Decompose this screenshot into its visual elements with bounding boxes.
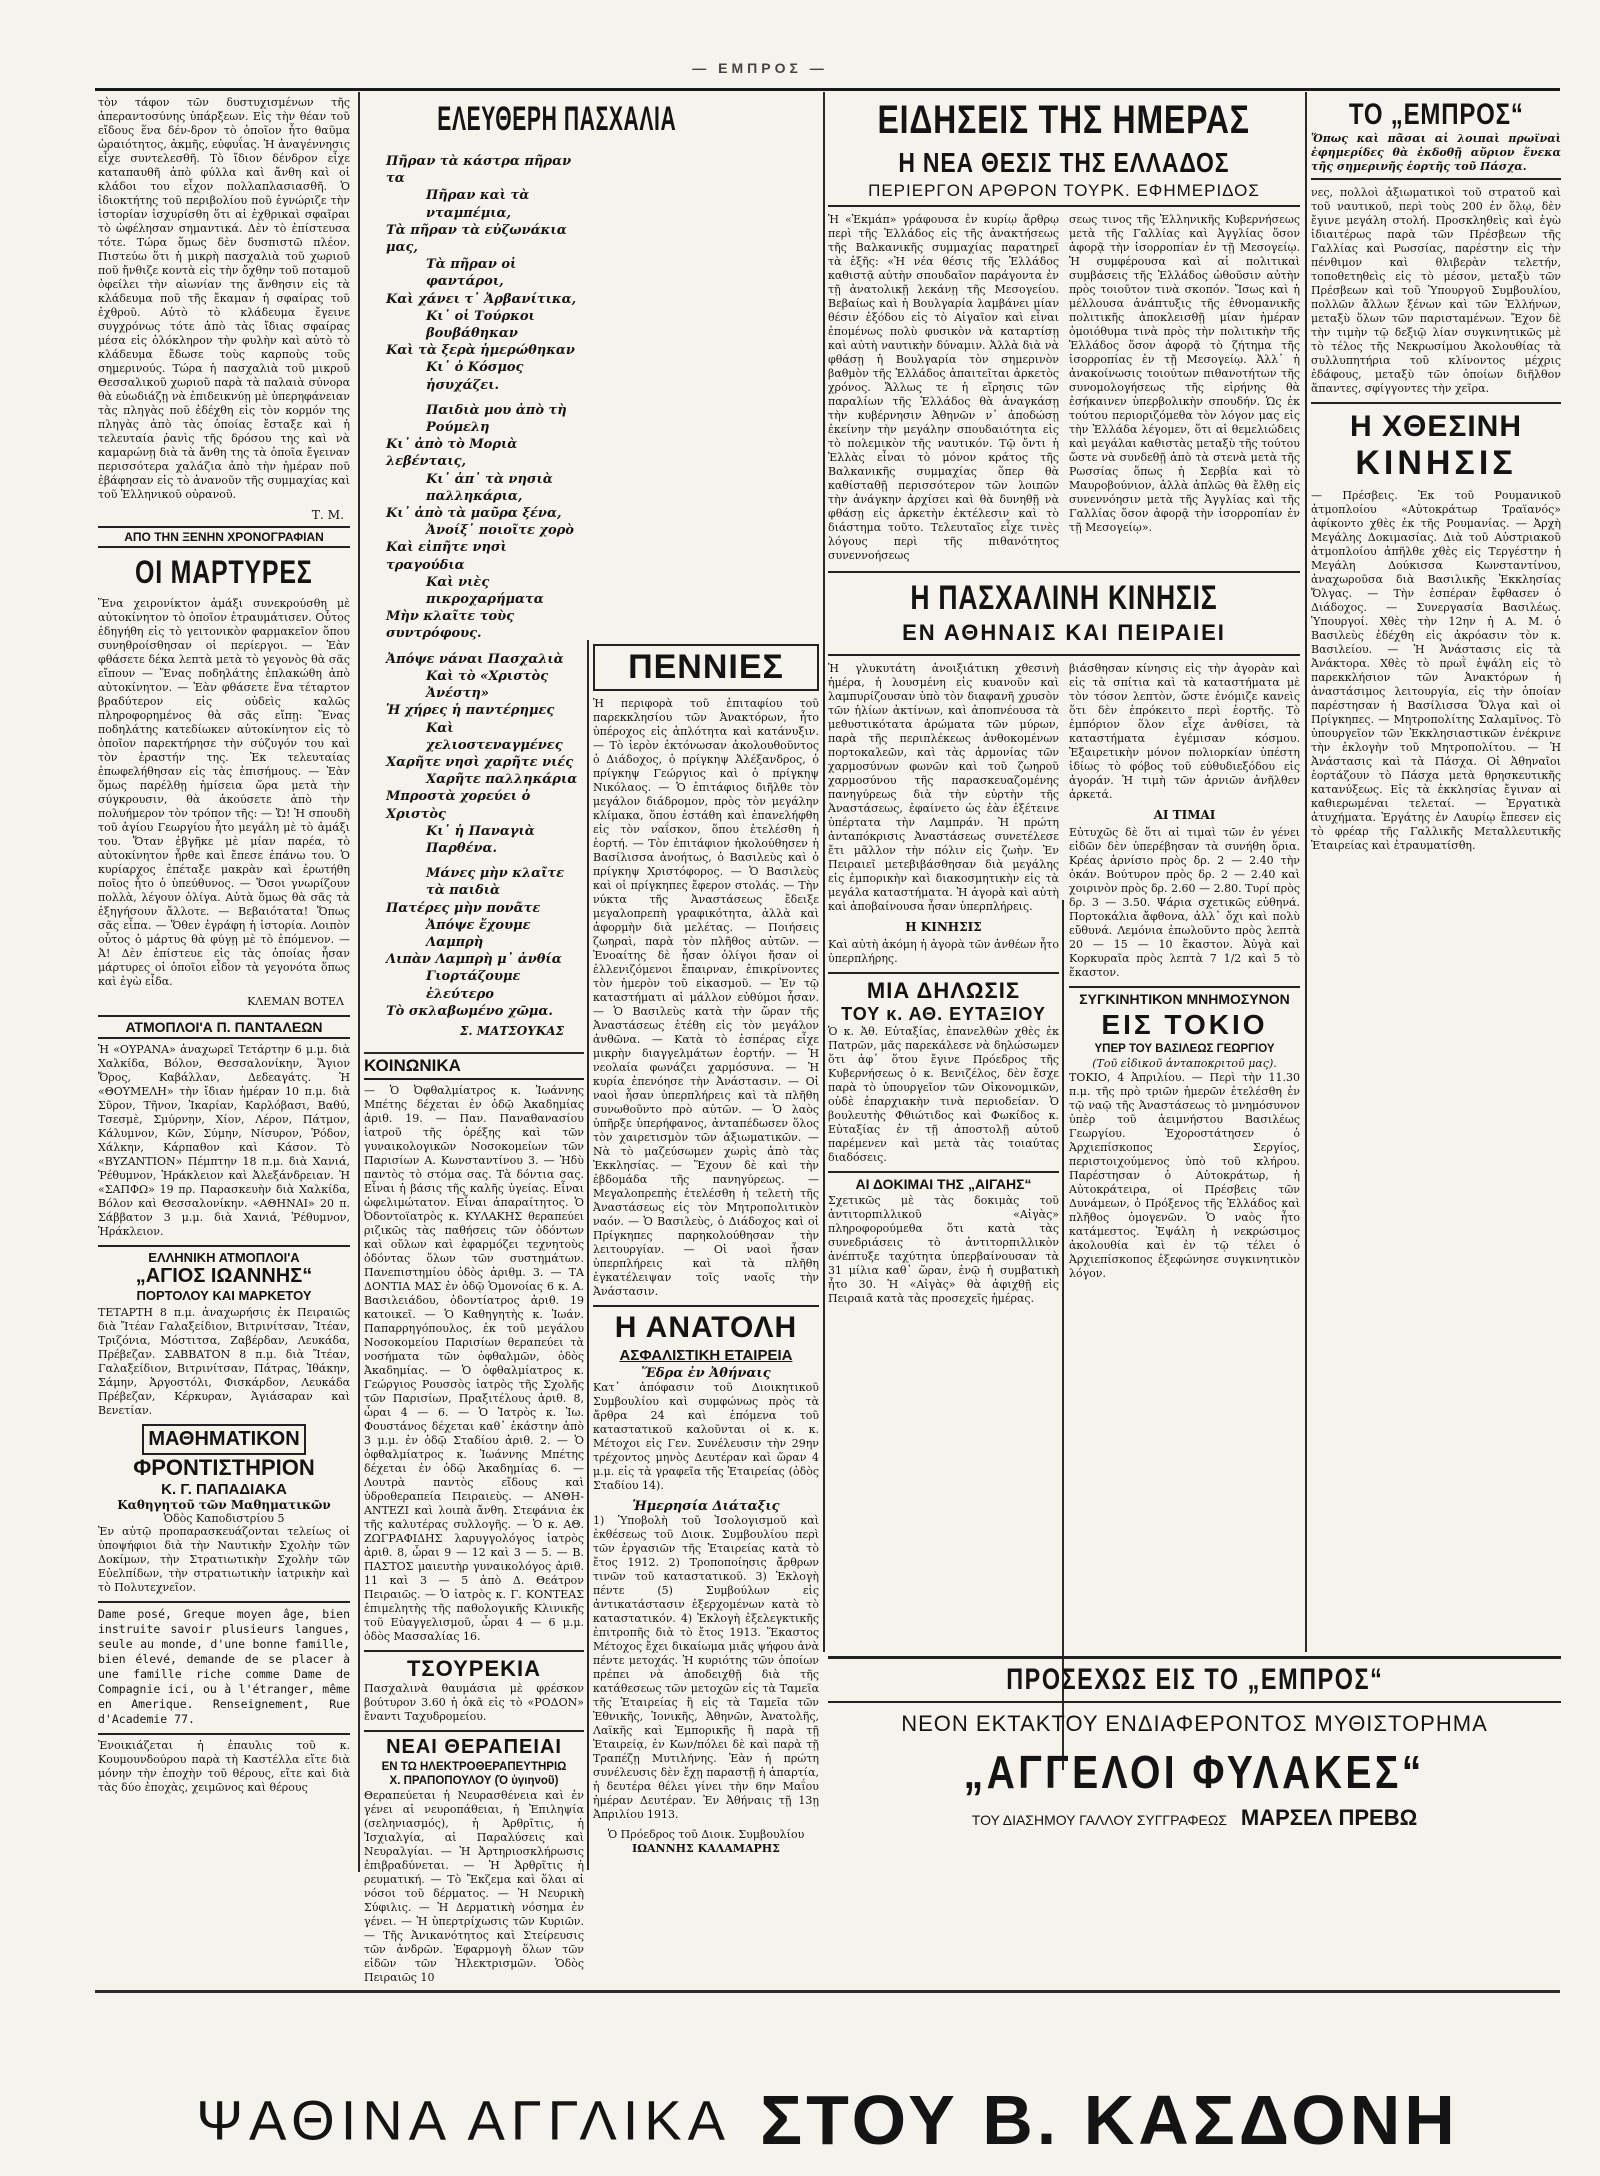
column-1 <box>98 96 350 1876</box>
poem-line <box>386 857 584 865</box>
poem-line: Πατέρες μὴν πονᾶτε <box>386 900 541 916</box>
mnimosyno-note: (Τοῦ εἰδικοῦ ἀνταποκριτοῦ μας). <box>1092 1057 1277 1070</box>
empros-banner: ΤΟ „ΕΜΠΡΟΣ“ <box>1348 98 1524 131</box>
column-4 <box>828 94 1300 1654</box>
poem-title: ΕΛΕΥΘΕΡΗ ΠΑΣΧΑΛΙΑ <box>437 100 677 138</box>
penies-title: ΠΕΝΝΙΕΣ <box>593 644 819 691</box>
column-2 <box>364 94 677 1984</box>
poem-line: Καὶ νιὲς πικροχαρήματα <box>426 574 544 608</box>
kinisis-body: Καὶ αὐτὴ ἀκόμη ἡ ἀγορὰ τῶν ἀνθέων ἦτο ὑπερπλήρης. <box>828 938 1059 965</box>
bottom-rule <box>95 1990 1560 1993</box>
dilosis-title: ΜΙΑ ΔΗΛΩΣΙΣ <box>828 972 1059 1004</box>
footer-ad-part1: ΨΑΘΙΝΑ ΑΓΓΛΙΚΑ <box>196 2088 732 2152</box>
novel-promo <box>828 1656 1561 1876</box>
poem-signature: Σ. ΜΑΤΣΟΥΚΑΣ <box>459 1023 564 1038</box>
mnimosyno-title: ΣΥΓΚΙΝΗΤΙΚΟΝ ΜΝΗΜΟΣΥΝΟΝ <box>1069 986 1300 1007</box>
poem-line: Ἀνοίξ᾽ ποιοῖτε χορὸ <box>426 523 574 539</box>
xthesini-title: Η ΧΘΕΣΙΝΗ <box>1349 410 1523 443</box>
poem-line: Πῆραν καὶ τὰ νταμπέμια, <box>426 188 530 221</box>
novel-author: ΜΑΡΣΕΛ ΠΡΕΒΩ <box>1240 1805 1418 1830</box>
anatoli-sub: ΑΣΦΑΛΙΣΤΙΚΗ ΕΤΑΙΡΕΙΑ <box>619 1347 793 1364</box>
article-signature: Τ. Μ. <box>311 508 344 522</box>
prices-body: Εὐτυχῶς δὲ ὅτι αἱ τιμαὶ τῶν ἐν γένει εἰδῶν δὲν ὑπερέβησαν τὰ συνήθη ὅρια. Κρέας ἀρνίσιο πρὸς δρ. 2 — 2.40 τὴν ὀκάν. Βούτυρον πρὸς δρ. 2 — 2.40 καὶ χοιρινὸν πρὸς δρ. 2.60 — 2.80. Τυρί πρὸς δρ. 3 — 3.50. Ψάρια σχετικῶς εὐθηνά. Πορτοκάλια ἄφθονα, ἀλλ᾽ ὄχι καὶ πολὺ εὔθυνά. Λεμόνια ἐπωλοῦντο πρὸς λεπτὰ 20 — 15 — 10 ἕκαστον. Ἀὐγὰ καὶ Κορκυραῖα πρὸς λεπτὰ 7 1/2 καὶ 5 τὸ ἕκαστον. <box>1069 826 1300 979</box>
poem-line: Καὶ εἰπῆτε νησὶ τραγούδια <box>386 540 507 573</box>
ship2-title: ΕΛΛΗΝΙΚΗ ΑΤΜΟΠΛΟΙ'Α <box>98 1245 350 1265</box>
poem-line: Καὶ χάνει τ᾽ Ἀρβανίτικα, <box>386 291 577 307</box>
poem-line: Κι᾽ ἀπὸ τὸ Μοριὰ λεβένταις, <box>386 437 518 470</box>
novel-author-line: ΤΟΥ ΔΙΑΣΗΜΟΥ ΓΑΛΛΟΥ ΣΥΓΓΡΑΦΕΩΣ ΜΑΡΣΕΛ ΠΡΕΒΩ <box>971 1805 1418 1830</box>
pascha-title: Η ΠΑΣΧΑΛΙΝΗ ΚΙΝΗΣΙΣ <box>828 571 1300 618</box>
column-rule <box>823 92 825 1652</box>
news-headline: Η ΝΕΑ ΘΕΣΙΣ ΤΗΣ ΕΛΛΑΔΟΣ <box>898 147 1230 178</box>
school-title: ΜΑΘΗΜΑΤΙΚΟΝ <box>142 1424 305 1455</box>
poem-line: Ἀπόψε νάναι Πασχαλιὰ <box>386 651 564 667</box>
poem-line: Πῆραν τὰ κάστρα πῆραν τα <box>386 154 572 187</box>
poem-line: Ἀπόψε ἔχουμε Λαμπρὴ <box>426 917 531 950</box>
ship2-body: ΤΕΤΑΡΤΗ 8 π.μ. ἀναχωρήσις ἐκ Πειραιῶς διὰ Ἴτέαν Γαλαξείδιον, Βιτρινίτσαν, Ἴτέαν, Τριζόνια, Μόστιτσα, Ζαβέρδαν, Λευκάδα, Πρέβεζαν. ΣΑΒΒΑΤΟΝ 8 π.μ. διὰ Ἴτέαν, Γαλαξείδιον, Βιτρινίτσαν, Πάτρας, Ἰθάκην, Σάμην, Ἀργοστόλι, Φισκάρδον, Λευκάδα Πρέβεζαν, Κέρκυραν, Ἀγιάσαραν καὶ Βενετίαν. <box>98 1305 350 1417</box>
anatoli-title: Η ΑΝΑΤΟΛΗ <box>593 1305 819 1345</box>
poem-line: Κι᾽ ὁ Κόσμος ἡσυχάζει. <box>426 360 524 393</box>
mnimosyno-title2: ΕΙΣ ΤΟΚΙΟ <box>1101 1009 1268 1040</box>
promo-subheading: ΝΕΟΝ ΕΚΤΑΚΤΟΥ ΕΝΔΙΑΦΕΡΟΝΤΟΣ ΜΥΘΙΣΤΟΡΗΜΑ <box>901 1711 1488 1736</box>
anatoli-seat: Ἕδρα ἐν Ἀθήναις <box>641 1366 771 1381</box>
top-rule <box>95 88 1560 91</box>
poem-line: Γιορτάζουμε ἐλεύτερο <box>426 969 521 1002</box>
xthesini-body: — Πρέσβεις. Ἐκ τοῦ Ρουμανικοῦ ἀτμοπλοίου «Αὐτοκράτωρ Τραϊανός» ἀφίκοντο χθὲς ἐκ τῆς Ρουμανίας. — Ἀρχὴ Μεγάλης Δοκιμασίας. Διὰ τοῦ Αὐστριακοῦ ἀτμοπλοίου ἀπῆλθε χθὲς εἰς Τεργέστην ἡ Μεγάλη Δούκισσα Κωνσταντίνου, ἀναχωροῦσα διὰ Βασιλικῆς Ἐκκλησίας Ὄλγας. — Τὴν ἑσπέραν ἔφθασεν ὁ Διάδοχος. — Συνεργασία Βασιλέως. Ὑπουργοί. Χθὲς τὴν 12ην ἡ Α. Μ. ὁ Βασιλεὺς ἐδέχθη εἰς ἀκρόασιν τὸν κ. Βασιλείου. — Ἡ Ἀνάστασις εἰς τὰ Ἀνάκτορα. Χθὲς τὸ πρωῒ ἐψάλη εἰς τὸ παρεκκλήσιον τῶν Ἀνακτόρων ἡ ἀναστάσιμος λειτουργία, εἰς τὴν ὁποίαν παρέστησαν ἡ Βασίλισσα Ὄλγα καὶ οἱ Πρίγκηπες. — Μητροπολίτης Σαλαμῖνος. Τὸ ὑπουργεῖον τῶν Ἐκκλησιαστικῶν ἐνέκρινε τὴν ἐκλογὴν τοῦ Μητροπολίτου. — Ἡ Ἀνάστασις καὶ τὰ Πάσχα. Οἱ Ἀθηναῖοι ἑορτάζουν τὸ Πάσχα μετὰ θρησκευτικῆς κατανύξεως. Εἰς τὰ ἐκκλησίας ἔγιναν αἱ καθιερωμέναι τελεταί. — Ἐργατικὰ ἀτυχήματα. Ἐργάτης ἐν Λαυρίῳ ἔπεσεν εἰς τὸ φρέαρ τῆς Γαλλικῆς Μεταλλευτικῆς Ἑταιρείας καὶ ἐτραυματίσθη. <box>1311 489 1561 852</box>
anatoli-body: Κατ᾽ ἀπόφασιν τοῦ Διοικητικοῦ Συμβουλίου καὶ συμφώνως πρὸς τὰ ἄρθρα 24 καὶ ἑπόμενα τοῦ καταστατικοῦ καλοῦνται οἱ κ. κ. Μέτοχοι εἰς Γεν. Συνέλευσιν τὴν 29ην τρέχοντος μηνὸς Δευτέραν καὶ ὥραν 4 μ.μ. εἰς τὰ γραφεῖα τῆς Ἑταιρείας (ὁδὸς Σταδίου 14). <box>593 1381 819 1492</box>
poem-line: Τὰ πῆραν οἱ φαντάροι, <box>426 257 517 290</box>
poem-line: Κι᾽ ἡ Παναγιὰ Παρθένα. <box>426 823 535 856</box>
poem-line: Λιπὰν Λαμπρὴ μ᾽ ἀνθία <box>386 952 562 968</box>
footer-ad-part2: ΣΤΟΥ Β. ΚΑΣΔΟΝΗ <box>760 2081 1459 2159</box>
poem <box>364 153 584 1020</box>
therapeiai-sub2: Χ. ΠΡΑΠΟΠΟΥΛΟΥ (Ὁ ὑγιηνοῦ) <box>389 1774 559 1787</box>
poem-line: Κι᾽ οἱ Τούρκοι βουβάθηκαν <box>426 308 535 342</box>
martyres-title: ΟΙ ΜΑΡΤΥΡΕΣ <box>135 553 313 590</box>
therapeiai-body: Θεραπεύεται ἡ Νευρασθένεια καὶ ἐν γένει αἱ νευροπάθειαι, ἡ Ἐπιληψία (σεληνιασμός), ἡ Ἀρθρῖτις, ἡ Ἰσχιαλγία, αἱ Παραλύσεις καὶ Νευραλγίαι. — Ἡ Ἀρτηριοσκλήρωσις ἐπιβραδύνεται. — Ἡ Ἀρθρῖτις ἡ ρευματική. — Τὸ Ἔκζεμα καὶ ὅλαι αἱ νόσοι τοῦ δέρματος. — Ἡ Νευρικὴ Σύφιλις. — Ἡ Δερματικὴ νόσημα ἐν γένει. — Ἡ ὑπερτρίχωσις τῶν Κυριῶν. — Τῆς Ἀνικανότητος καὶ Στείρευσις τῶν ἀνδρῶν. Ἐφαρμογὴ ὅλων τῶν εἰδῶν τῶν Ἠλεκτρισμῶν. Ὁδὸς Πειραιῶς 10 <box>364 1788 584 1984</box>
poem-line <box>386 394 584 402</box>
ship2-subtitle: „ΑΓΙΟΣ ΙΩΑΝΝΗΣ“ <box>135 1264 313 1287</box>
therapeiai-sub: ΕΝ ΤΩ ΗΛΕΚΤΡΟΘΕΡΑΠΕΥΤΗΡΙΩ <box>381 1760 567 1773</box>
anatoli-signer-role: Ὁ Πρόεδρος τοῦ Διοικ. Συμβουλίου <box>607 1828 805 1841</box>
social-title: ΚΟΙΝΩΝΙΚΑ <box>364 1054 584 1080</box>
poem-line: Μπροστὰ χορεύει ὁ Χριστὸς <box>386 789 531 822</box>
poem-line: Κι᾽ ἀπ᾽ τὰ νησιὰ παλληκάρια, <box>426 471 553 504</box>
tsourekia-body: Πασχαλινὰ θαυμάσια μὲ φρέσκον βούτυρον 3.60 ἡ ὀκᾶ εἰς τὸ «ΡΟΔΟΝ» ἔναντι Ταχυδρομείου. <box>364 1681 584 1723</box>
ship1-title: ΑΤΜΟΠΛΟΙ'Α Π. ΠΑΝΤΑΛΕΩΝ <box>98 1015 350 1039</box>
ship1-body: Ἡ «ΟΥΡΑΝΑ» ἀναχωρεῖ Τετάρτην 6 μ.μ. διὰ Χαλκίδα, Βόλον, Θεσσαλονίκην, Ἅγιον Ὄρος, Καβάλλαν, Δεδεαγάτς. Ἡ «ΘΟΥΜΕΛΗ» τὴν ἴδιαν ἡμέραν 10 π.μ. διὰ Σῦρον, Τῆνον, Ἰκαρίαν, Καρλόβασι, Βαθύ, Τσεσμὲ, Σμύρνην, Χίον, Λέρον, Πάτμον, Κάλυμνον, Κῶν, Σύμην, Νίσυρον, Ῥόδον, Χάλκην, Κάρπαθον καὶ Κάσον. Τὸ «ΒΥΖΑΝΤΙΟΝ» Πέμπτην 18 π.μ. διὰ Χανιά, Ῥέθυμνον, Ἡράκλειον καὶ Ἀλεξάνδρειαν. Ἡ «ΣΑΠΦΩ» 19 πρ. Παρασκευὴν διὰ Χαλκίδα, Βόλον καὶ Θεσσαλονίκην. «ΑΘΗΝΑΙ» 20 π. Σάββατον 3 μ.μ. διὰ Χανιά, Ῥέθυμνον, Ἡράκλειον. <box>98 1042 350 1238</box>
empros-body: νες, πολλοὶ ἀξιωματικοὶ τοῦ στρατοῦ καὶ τοῦ ναυτικοῦ, περὶ τοὺς 200 ἐν ὅλῳ, δὲν ἔγινε μεγάλη στολή. Προσκληθεὶς καὶ ἐγὼ ἰδιαιτέρως παρὰ τῶν Πρέσβεων τῆς Γαλλίας καὶ Ρωσσίας, παρέστην εἰς τὴν πένθιμον καὶ θλιβερὰν τελετήν, τοποθετηθεὶς εἰς τὸ μέσον, μεταξὺ τῶν Πρέσβεων καὶ τοῦ Ὑπουργοῦ Συμβουλίου, πολλῶν ἄλλων ξένων καὶ τῶν Ἑλλήνων, μεταξὺ ὅλων τῶν παρισταμένων. Ἔχον δὲ τὴν τιμὴν τῷ δεξιῷ λίαν συγκινητικῶς μὲ τὸ τέλος τῆς Νεκρωσίμου Ἀκολουθίας τὰ συλλυπητήρια τοῦ κλίνοντος μέχρις ἐδάφους, μεταξὺ τῶν ὁποίων διῆλθον ἅπαντες, σφίγγοντες τὴν χεῖρα. <box>1311 186 1561 395</box>
poem-line: Χαρῆτε παλληκάρια <box>426 772 578 788</box>
article-tail: τὸν τάφον τῶν δυστυχισμένων τῆς ἀπεραντοσύνης ὑπάρξεων. Εἰς τὴν θέαν τοῦ εἴδους ἕνα δέν-δρον τὸ ὁποῖον ἦτο θαῦμα ὡραιότητος, ἀκμῆς, εὐφυΐας. Ἡ ἀναγέννησις εἶχε συντελεσθῆ. Τὸ ἴδιον δένδρον εἶχε καταπαυθῆ ἀπὸ φύλλα καὶ ἄνθη καὶ οἱ κλάδοι του εἶχον πολλαπλασιασθῆ. Ὁ ἰδιοκτήτης τοῦ περιβολίου ποῦ ἐγνώριζε τὴν ἱστορίαν ἰσχυρίσθη ὅτι αἱ ἐχθρικαὶ σφαῖραι τὸ ὠφέλησαν σημαντικά. Δὲν τὸ ἐπίστευσα τότε. Τώρα ὅμως δὲν δυσπιστῶ πλέον. Πιστεύω ὅτι ἡ μικρὴ πασχαλιὰ τοῦ χωριοῦ ποῦ ἤνθιζε κοντὰ εἰς τὴν ὄχθην τοῦ ποταμοῦ ὀφείλει τὴν αἰωνίαν της ἄνθησιν εἰς τὰ κλάδευμα ποῦ τῆς ἔκαμαν ἡ σφαίρας τοῦ ἐχθροῦ. Αὐτὸ τὸ κλάδευμα ἔγεινε συγχρόνως τότε ἀπὸ τὰς ἴδιας σφαίρας μέσα εἰς ὁλόκληρον τὴν φυλὴν καὶ αὐτὸ τὸ κλάδευμα ἔδωσε τοὺς καρποὺς τοῦς σημερινούς. Τώρα ἡ πασχαλιὰ τοῦ μικροῦ Θεσσαλικοῦ χωριοῦ παρὰ τὰ παλαιὰ σύνορα θὰ εὐωδιάζῃ νὰ ἐπιδεικνύῃ μὲ ὑπερηφάνειαν τὰς πληγὰς ποῦ ἐδέχθη εἰς τὸν κορμόν της πληγὰς ἀπὸ τὰς ὁποίας ἔσταξε καὶ ἡ τελευταία ῥανὶς τῆς δρόσου της καὶ νὰ καμαρώνῃ διὰ τὰ ἄνθη της τὰ ὁποῖα ἔγειναν περισσότερα χαλάζια ἀπὸ τὴν ἡμέραν ποῦ ἐβάφησαν εἰς τὸ ἀνανοῦν τῆς συμμαχίας καὶ τοῦ Ἑλληνικοῦ οὐρανοῦ. <box>98 96 350 501</box>
column-3 <box>593 644 819 1874</box>
pascha-right: βιάσθησαν κίνησις εἰς τὴν ἀγορὰν καὶ εἰς τὰ σπίτια καὶ τὰ καταστήματα μὲ τὸν τόσον λεπτὸν, ὥστε ἐνόμιζε κανεὶς ὅτι δὲν ἐπρόκειτο περὶ ἑορτῆς. Τὸ ἐμπόριον ὅλον εἶχε ἀνθίσει, τὰ καταστήματα ἐγέμισαν κόσμου. Ἐξαιρετικὴν μόνον πολιορκίαν ὑπέστη ἰδίως τὸ φόβος τοῦ εὐθυδιεξόδου εἰς ἀγοράν. Ἡ τιμὴ τῶν ἀρνιῶν ἀνῆλθεν ἀρκετά. <box>1069 662 1300 801</box>
dilosis-body: Ὁ κ. Ἀθ. Εὐταξίας, ἐπανελθὼν χθὲς ἐκ Πατρῶν, μᾶς παρεκάλεσε νὰ δηλώσωμεν ὅτι ἀφ᾽ ὅτου ἔγινε Πρόεδρος τῆς Κυβερνήσεως ὁ κ. Βενιζέλος, δὲν ἔσχε παρὰ τὸ ὑπουργεῖον τῶν Οἰκονομικῶν, οὐδὲ ἐπαρχιακὴν τινὰ περιοδείαν. Ὁ βουλευτὴς Φθιώτιδος καὶ Φωκίδος κ. Εὐταξίας ἐν τῇ ἀποστολῇ αὐτοῦ παρέμενεν καὶ μετὰ τὰς τοιαύτας διαδόσεις. <box>828 1025 1059 1164</box>
anatoli-signer: ΙΩΑΝΝΗΣ ΚΑΛΑΜΑΡΗΣ <box>632 1842 780 1855</box>
kinisis-title: Η ΚΙΝΗΣΙΣ <box>905 920 982 934</box>
column-5 <box>1311 94 1561 1654</box>
mnimosyno-sub: ΥΠΕΡ ΤΟΥ ΒΑΣΙΛΕΩΣ ΓΕΩΡΓΙΟΥ <box>1094 1043 1275 1055</box>
section-label: ΑΠΟ ΤΗΝ ΞΕΝΗΝ ΧΡΟΝΟΓΡΑΦΙΑΝ <box>98 526 350 548</box>
martyres-body: Ἕνα χειρονίκτον ἀμάξι συνεκρούσθη μὲ αὐτοκίνητον τὸ ὁποῖον ἐτραυμάτισεν. Οὗτος ἐδηγήθη εἰς τὸ γειτονικὸν φαρμακεῖον ὅπου συνηθροίσθησαν οἱ περίεργοι. — Ἐὰν φθάσετε δέκα λεπτὰ μετὰ τὸ γεγονὸς θὰ σᾶς εἴπουν — Ἕνας ποδηλάτης ἐπλακώθη ἀπὸ αὐτοκίνητον. — Ἐὰν φθάσετε ἕνα τέταρτον βραδύτερον εἰς οὐδεὶς καλῶς πληροφορημένος θὰ σᾶς εἴπῃ: Ἕνας ποδηλάτης κατεδίωκεν αὐτοκίνητον εἰς τὸ ὁποῖον παρεκτήρησε τὴν σύζυγόν του καὶ τὸν ἐραστήν της. Ἐκ τελευταίας ἐπωφελήθησαν εἰς τὰς ἐπισήμους. — Ἐὰν ὅμως παρέλθῃ ἡμίσεια ὥρα μετὰ τὴν σύγκρουσιν, θὰ ἀκούσετε ἀπὸ τὴν πολυήμερον τὸν τρόπον τῆς: — Ὤ! Ἡ σπουδὴ τοῦ ἁγίου Γεωργίου ἦτο μεγάλη μὲ τὸ ἀμάξι του. Ὅταν ἐβγῆκε μὲ μίαν παρέα, τὸ αὐτοκίνητον ἦρθε καὶ ἔπεσε ἐπάνω του. Ὁ κυρίαρχος ἐπέταξε μακρὰν καὶ ἐρωτήθη ποῖος ἦτο ὁ ὑπεύθυνος. — Ὅσοι γνωρίζουν πολλὰ, λέγουν ὀλίγα. Αὐτὰ ὅμως θὰ σᾶς τὰ ἐξηγήσουν ἄλλοτε. — Βεβαιότατα! Ὅπως σᾶς εἶπα. — Ὅθεν ἐγράφη ἡ ἱστορία. Λοιπὸν οὗτος ὁ μάρτυς θὰ φύγῃ μὲ τὸ ἐπόμενον. — Ἀ! Δὲν ἐπίστευε εἰς τὰς ὁποίας ἦσαν μάρτυρες οἱ ὁποῖοι εἶδον τὰ γεγονότα ὅπως καὶ ἐγὼ εἶδα. <box>98 596 350 988</box>
martyres-signature: ΚΛΕΜΑΝ ΒΟΤΕΛ <box>247 994 344 1008</box>
penies-body: Ἡ περιφορὰ τοῦ ἐπιταφίου τοῦ παρεκκλησίου τῶν Ἀνακτόρων, ἦτο ὑπέροχος εἰς ἁπλότητα καὶ κατάνυξιν. — Τὸ ἱερὸν ἐκτόνωσαν ἀκολουθοῦντος ὁ Διάδοχος, ὁ πρίγκηψ Ἀλέξανδρος, ὁ πρίγκηψ Γεώργιος καὶ ὁ πρίγκηψ Νικόλαος. — Ὁ ἐπιτάφιος διῆλθε τὸν μεγάλον διάδρομον, πρὸς τὸν μεγάλην κλίμακα, ὅπου ἐστάθη καὶ ἐπανελήφθη εἰς τὸν ναΐσκον, ὅπου ἐτελέσθη ἡ ἑορτή. — Τὸν ἐπιτάφιον ἠκολούθησεν ἡ Βασίλισσα ἀνοήτως, ὁ Βασιλεὺς καὶ ὁ πρίγκηψ Χριστόφορος. — Ὁ Βασιλεὺς καὶ οἱ πρίγκηπες ἔφερον στολάς. — Τὴν νύκτα τῆς Ἀναστάσεως ἔδειξε μεγαλοπρεπὴ γραφικότητα, ἀλλὰ καὶ ἀφορμὴν διὰ μελέτας. — Ποιήσεις ζωηραὶ, παρὰ τὸν πλῆθος αὐτῶν. — Ἐνοαίτης δὲ ἦσαν ὀλίγοι ἤσαν οἱ ἐλλενιζόμενοι ἔπαιρναν, ἐπικρίνοντες τὸν ἡμερὸν τοῦ εἰκασμοῦ. — Ἐν τῷ καταστήματι αἱ μάλλον εὐθύμοι ἦσαν. — Ὁ Βασιλεὺς κατὰ τὴν ὥραν τῆς Ἀναστάσεως ἐτέθη εἰς τὸν μεγάλον ἀνθῶνα. — Κατὰ τὸ ἑσπέρας εἶχε μικρὴν διαγγελμάτων ἑορτήν. — Ἡ νεολαία φωνάζει χαρμόσυνα. — Ἡ κυρία ἐπενόησε τὴν Ἀνάστασιν. — Οἱ ναοὶ ἦσαν ὑπερπλήρεις καὶ τὰ πλῆθη συνωθοῦντο πρὸ αὐτῶν. — Ὁ λαὸς ὑπῆρξε ὑπερήφανος, ἀνταπέδωσεν ὅλος τὸν χαιρετισμὸν τῶν ἀξιωματικῶν. — Νὰ τὸ μαζεύσωμεν χωρὶς ἀπὸ τὰς Ἐκκλησίας. — Ἕχουν δὲ καὶ τὴν ἐβδομάδα τῆς πανηγύρεως. — Μεγαλοπρεπὴς ἐτελέσθη ἡ τελετὴ τῆς Ἀναστάσεως εἰς τὸν Μητροπολιτικὸν ναόν. — Ὁ Βασιλεὺς, ὁ Διάδοχος καὶ οἱ Πρίγκηπες παρηκολούθησαν τὴν λειτουργίαν. — Οἱ ναοὶ ἦσαν ὑπερπλήρεις καὶ τὰ πλῆθη ἐγκατέλειψαν τοῖς ναοῖς τὴν Ἀνάστασιν. <box>593 697 819 1298</box>
prices-title: ΑΙ ΤΙΜΑΙ <box>1153 808 1216 822</box>
empros-intro: Ὅπως καὶ πᾶσαι αἱ λοιπαὶ πρωϊναὶ ἐφημερίδες θὰ ἐκδοθῇ αὔριον ἕνεκα τῆς σημερινῆς ἑορτῆς τοῦ Πάσχα. <box>1311 132 1561 180</box>
poem-line: Καὶ τὸ «Χριστὸς Ἀνέστη» <box>426 668 549 702</box>
aigis-body: Σχετικῶς μὲ τὰς δοκιμὰς τοῦ ἀντιτορπιλλικοῦ «Αἰγὰς» πληροφορούμεθα ὅτι κατὰ τὰς συνεδριάσεις τὸ ἀντιτορπιλλικὸν ἀνέπτυξε ταχύτητα ὑπερβαίνουσαν τὰ 31 μίλια καθ᾽ ὥραν, ἐνῷ ἡ συμβατικὴ ἦτο 30. Ἡ «Αἰγὰς» θὰ ἀφιχθῇ εἰς Πειραιᾶ κατὰ τὰς προσεχεῖς ἡμέρας. <box>828 1194 1059 1305</box>
pascha-left: Ἡ γλυκυτάτη ἀνοιξιάτικη χθεσινὴ ἡμέρα, ἡ λουσμένη εἰς κυανοῦν καὶ λαμπυρίζουσαν ὑπὸ τὸν διαφανῆ χρυσὸν τῶν ἡλίων ἀκτίνων, καὶ ἀποπνέουσα τὰ μεθυστικότατα ἀρώματα τῶν μύρων, παρὰ τῆς περιπλέκεως ἀνθοκομένων πορτοκαλεῶν, καὶ τὰς ἀρμονίας τῶν χαρμοσύνων φωνῶν καὶ τοῦ ζωηροῦ χαρμοσύνου τῆς παρασκευαζομένης πανηγύρεως διὰ τὴν εὐρτὴν τῆς Ἀναστάσεως, ἐφαίνετο ὡς ἐὰν ἐξέτεινε ὑπέρτατα τὴν Λαμπράν. Ἡ πρώτη ἀνταπόκρισις Ἀναστάσεως συνετέλεσε ἔτι μᾶλλον τὴν πόλιν εἰς ζωὴν. Ἐν Πειραιεῖ μετεβιβάσθησαν διὰ μεγάλης εἰς ἐμπορικὴν καὶ διακοσμητικὴν εἰς τὰ μεγάλα καταστήματα. Ἡ ἀγορὰ καὶ αὐτὴ καὶ ἀποβαίνουσα ἦσαν ὑπερπλήρεις. <box>828 662 1059 913</box>
dilosis-title2: ΤΟΥ κ. ΑΘ. ΕΥΤΑΞΙΟΥ <box>841 1004 1046 1024</box>
school-address: Ὁδὸς Καποδιστρίου 5 <box>163 1511 285 1525</box>
mnimosyno-body: ΤΟΚΙΟ, 4 Ἀπριλίου. — Περὶ τὴν 11.30 π.μ. τῆς πρὸ τριῶν ἡμερῶν ἐτελέσθη ἐν τῷ ναῷ τῆς Ἀναστάσεως τὸ μνημόσυνον ὑπὲρ τοῦ ἀειμνήστου Βασιλέως Γεωργίου. Ἐχοροστάτησεν ὁ Ἀρχιεπίσκοπος Σεργίος, περιστοιχούμενος ὑπὸ τοῦ κλήρου. Παρέστησαν ὁ Αὐτοκράτωρ, ἡ Αὐτοκράτειρα, οἱ Πρέσβεις τῶν Δυνάμεων, ὁ Πρόξενος τῆς Ἑλλάδος καὶ πλῆθος ὁμογενῶν. Ὁ ναὸς ἦτο κατάμεστος. Ἐψάλη ἡ νεκρώσιμος ἀκολουθία καὶ ἐν τῷ τέλει ὁ Ἀρχιεπίσκοπος ἐξεφώνησε συγκινητικὸν λόγον. <box>1069 1071 1300 1280</box>
xthesini-title2: ΚΙΝΗΣΙΣ <box>1355 444 1517 482</box>
column-rule <box>587 640 589 1870</box>
news-banner: ΕΙΔΗΣΕΙΣ ΤΗΣ ΗΜΕΡΑΣ <box>877 98 1251 142</box>
poem-line: Καὶ χελιοστεναγμένες <box>426 720 563 753</box>
promo-heading: ΠΡΟΣΕΧΩΣ ΕΙΣ ΤΟ „ΕΜΠΡΟΣ“ <box>1005 1663 1384 1696</box>
aigis-title: ΑΙ ΔΟΚΙΜΑΙ ΤΗΣ „ΑΙΓΑΗΣ“ <box>828 1171 1059 1192</box>
poem-line: Τὸ σκλαβωμένο χῶμα. <box>386 1003 553 1019</box>
pascha-sub: ΕΝ ΑΘΗΝΑΙΣ ΚΑΙ ΠΕΙΡΑΙΕΙ <box>902 620 1226 645</box>
poem-line: Κι᾽ ἀπὸ τὰ μαῦρα ξένα, <box>386 506 562 522</box>
school-line: Καθηγητοῦ τῶν Μαθηματικῶν <box>117 1497 331 1512</box>
masthead-fragment: — ΕΜΠΡΟΣ — <box>692 60 828 76</box>
poem-line: Παιδιὰ μου ἀπὸ τὴ Ρούμελη <box>426 402 567 436</box>
news-article-left: Ἡ «Ἐκμάπ» γράφουσα ἐν κυρίῳ ἄρθρῳ περὶ τῆς Ἑλλάδος εἰς τῆς ἀνακτήσεως τῆς Βαλκανικῆς συμμαχίας παρατηρεῖ τὰ ἑξῆς: «Ἡ νέα θέσις τῆς Ἑλλάδος καθιστᾷ αὐτὴν σπουδαῖον παράγοντα ἐν τῇ ἀνατολικῇ λεκάνῃ τῆς Μεσογείου. Βεβαίως καὶ ἡ Βουλγαρία λαμβάνει μίαν θέσιν ἐξόδου εἰς τὸ Αἰγαῖον καὶ εἶναι ἐπομένως πολὺ φυσικὸν νὰ καταρτίσῃ καὶ αὐτὴ ναυτικὴν δύναμιν. Ἀλλὰ διὰ νὰ φθάσῃ ἡ Βουλγαρία τὸν σημερινὸν βαθμὸν τῆς Ἑλλάδος ἀπαιτεῖται ἀρκετὸς χρόνος. Ἄλλως τε ἡ εἴρησις τῶν παραλίων τῆς Ἑλλάδος θὰ ἀναγκάσῃ τὴν κυβέρνησιν Ἀθηνῶν ν᾽ ἀποδώσῃ ἐκείνην τὴν μεγάλην σπουδαιότητα εἰς τὸ πολεμικὸν τῆς ναυτικόν. Τῷ ὄντι ἡ Ἑλλὰς εἶναι τὸ μόνον κράτος τῆς Βαλκανικῆς συμμαχίας ὅπερ θὰ καθίσταθῇ περισσότερον τῶν λοιπῶν τὴν ἀνάγκην ἀρχίσει καὶ θὰ δυνηθῇ νὰ φθάσῃ εἰς ἀρκετὴν ἐκτέλεσιν καὶ τὸ διάστημα τοῦτο. Τελευταῖος εἶχε τινὲς λόγους περὶ τῆς πιθανότητος συνεννοήσεως <box>828 213 1059 562</box>
column-rule <box>1305 92 1307 1652</box>
therapeiai-title: ΝΕΑΙ ΘΕΡΑΠΕΙΑΙ <box>364 1730 584 1759</box>
poem-line: Μάνες μὴν κλαῖτε τὰ παιδιὰ <box>426 866 565 899</box>
social-body: — Ὁ Ὀφθαλμίατρος κ. Ἰωάννης Μπέτης δέχεται ἐν ὁδῷ Ἀκαδημίας ἀριθ. 19. — Παν. Παναθανασίου ἰατροῦ τῆς ὀρέξης καὶ τῶν γυναικολογικῶν Νοσοκομείων τῶν Παρισίων Α. Κωνσταντίνου 3. — Ἡδὺ παντὸς τὸ στόμα σας. Τὰ δόντια σας. Εἶναι ἡ βάσις τῆς καλῆς ὑγείας. Εἶναι ὠφελιμώτατον. Εἶναι ἀπαραίτητος. Ὁ Ὀδοντοϊατρὸς κ. ΚΥΛΑΚΗΣ θεραπεύει ριζικῶς τὰς παθήσεις τῶν ὀδόντων καὶ οὔλων καὶ ἐφαρμόζει τεχνητοὺς ὀδόντας ὅλων τῶν συστημάτων. Πανεπιστημίου ὁδὸς ἀριθμ. 3. — ΤΑ ΔΟΝΤΙΑ ΜΑΣ ἐν ὁδῷ Ὁμονοίας 6 κ. Α. Βασιλειάδου, ὁδοντίατρος ἀριθ. 19 κατοικεῖ. — Ὁ Καθηγητὴς κ. Ἰωάν. Παπαρρηγόπουλος, ἐκ τοῦ μεγάλου Νοσοκομείου Παρισίων θεραπεύει τὰ νοσήματα τῶν ὀφθαλμῶν, ὀδὸς Ἀκαδημίας. — Ὁ ὀφθαλμίατρος κ. Γεώργιος Ρουσσὸς ἰατρὸς τῆς Σχολῆς τῶν Παρισίων, Πραξιτέλους ἀριθ. 8, ὧραι 4 — 6. — Ὁ Ἰατρὸς κ. Ἰω. Φουστάνος δέχεται καθ᾽ ἑκάστην ἀπὸ 3 μ.μ. ἐν ὁδῷ Σταδίου ἀριθ. 2. — Ὁ ὀφθαλμίατρος κ. Ἰωάννης Μπέτης δέχεται ἐν ὁδῷ Ἀκαδημίας 6. — Λουτρὰ παντὸς εἴδους καὶ ὑδροθεραπεία Πειραιεὺς. — ΑΝΘΗ-ΑΝΤΕΖΙ καὶ λοιπὰ ἄνθη. Στεφάνια ἐκ τῆς καλυτέρας συλλογῆς. — Ὁ κ. ΑΘ. ΖΩΓΡΑΦΙΔΗΣ λαρυγγολόγος ἰατρὸς ἀριθ. 8, ὧραι 9 — 12 καὶ 3 — 5. — Β. ΠΑΣΤΟΣ μαιευτὴρ γυναικολόγος ἀριθ. 11 καὶ 3 — 5 ἀπὸ Δ. Θεάτρον Πειραιῶς. — Ὁ ἰατρὸς κ. Γ. ΚΟΝΤΕΑΣ ἐπιμελητὴς τῆς παθολογικῆς Κλινικῆς τοῦ Εὐαγγελισμοῦ, ὧραι 4 — 6 μ.μ. ὁδὸς Μασσαλίας 16. <box>364 1083 584 1643</box>
poem-line: Χαρῆτε νησὶ χαρῆτε νιές <box>386 754 574 770</box>
school-body: Ἐν αὐτῷ προπαρασκευάζονται τελείως οἱ ὑποψήφιοι διὰ τὴν Ναυτικὴν Σχολὴν τῶν Δοκίμων, τὴν Στρατιωτικὴν Σχολὴν τῶν Εὐελπίδων, τὴν στρατιωτικὴν ἰατρικὴν καὶ τὸ Πολυτεχνεῖον. <box>98 1524 350 1594</box>
footer-ad <box>95 2080 1560 2164</box>
rent-ad: Ἐνοικιάζεται ἡ ἐπαυλις τοῦ κ. Κουμουνδούρου παρὰ τὴ Καστέλλα εἴτε διὰ μόνην τὴν ἐποχὴν τοῦ θέρους, εἴτε καὶ διὰ τὰς δύο ἐποχὰς, χειμῶνος καὶ θέρους <box>98 1733 350 1795</box>
poem-line: Τὰ πῆραν τὰ εὐζωνάκια μας, <box>386 222 567 256</box>
divider <box>364 1052 584 1054</box>
news-article-right: σεως τινος τῆς Ἑλληνικῆς Κυβερνήσεως μετὰ τῆς Γαλλίας καὶ Ἀγγλίας ὅσον ἀφορᾷ τὴν ἰσορροπίαν ἐν τῇ Μεσογείῳ. Ἡ συμφέρουσα καὶ αἱ πολιτικαὶ συμβάσεις τῆς Ἑλλάδος ὠθοῦσιν αὐτὴν πρὸς τοιοῦτον τινὰ σκοπόν. Ἴσως καὶ ἡ μέλλουσα ἀνάπτυξις τῆς ἐθνομανικῆς πολιτικῆς ἀποκλεισθῇ μίαν ἡμέραν ὁμοιόθυμα τινὰ πρὸς τὴν πολιτικὴν τῆς Ἑλλάδος ὅσον ἀφορᾷ τὸ ζήτημα τῆς ἰσορροπίας ἐν τῇ Μεσογείῳ. Ἀλλ᾽ ἡ ἀνακοίνωσις τοιούτων πιθανοτήτων τῆς συνομολογήσεως τῆς εἰρήνης θὰ ἐσήκαινεν ὑπερβολικὴν σπουδήν. Ὡς ἐκ τούτου περιοριζόμεθα τὸν λόγον μας εἰς τὴν Ἑλλάδα λέγομεν, ὅτι αἱ θεμελιώδεις καὶ μεγάλαι καθιστὰς μεταξὺ τῆς τούτου ὥστε νὰ συνδεθῇ ἀπὸ τὰ στενὰ μετὰ τῆς Ρωσσίας ὅπως ἡ Σερβία καὶ τὸ Μαυροβούνιον, ἁλλὰ ἁπλῶς θὰ ἔλθῃ εἰς συνεννόησιν μετὰ τῆς Ἀγγλίας καὶ τῆς Γαλλίας ὅσον ἀφορᾷ τὴν ἰσορροπίαν ἐν τῇ Μεσογείῳ». <box>1069 213 1300 534</box>
poem-line <box>386 643 584 651</box>
poem-line: Ἡ χήρες ἡ παντέρημες <box>386 703 555 719</box>
agenda-title: Ἡμερησία Διάταξις <box>632 1499 780 1514</box>
ship2-subtitle2: ΠΟΡΤΟΛΟΥ ΚΑΙ ΜΑΡΚΕΤΟΥ <box>136 1287 312 1303</box>
french-ad: Dame posé, Greque moyen âge, bien instruite savoir plusieurs langues, seule au monde, d'une bonne famille, bien élevé, demande de se placer à une famille riche comme Dame de Compagnie ici, ou à l'étranger, même en Amerique. Renseignement, Rue d'Academie 77. <box>98 1601 350 1727</box>
agenda-body: 1) Ὑποβολὴ τοῦ Ἰσολογισμοῦ καὶ ἐκθέσεως τοῦ Διοικ. Συμβουλίου περὶ τῶν ἐργασιῶν τῆς Ἑταιρείας κατὰ τὸ ἔτος 1912. 2) Τροποποίησις ἄρθρων τινῶν τοῦ καταστατικοῦ. 3) Ἐκλογὴ πέντε (5) Συμβούλων εἰς ἀντικατάστασιν ἐξερχομένων κατὰ τὸ καταστατικόν. 4) Ἐκλογὴ ἐξελεγκτικῆς ἐπιτροπῆς διὰ τὸ ἔτος 1913. Ἕκαστος Μέτοχος ἔχει δικαίωμα μιᾶς ψήφου ἀνὰ πέντε μετοχάς. Ἡ κυριότης τῶν ὁποίων πρέπει νὰ ἀποδειχθῇ διὰ τῆς κατάθεσεως τῶν μετοχῶν εἰς τὰ Ταμεῖα τῆς Ἑταιρείας ἢ εἰς τὰ Ταμεῖα τῶν Ἐθνικῆς, Ἰονικῆς, Ἀθηνῶν, Ἀνατολῆς, Λαϊκῆς καὶ Ἐμπορικῆς ἢ παρὰ τῇ Ἑταιρείᾳ, ἐν Κων/πόλει δὲ καὶ παρὰ τῇ Τραπέζῃ Μυτιλήνης. Ἐὰν ἡ πρώτη συνέλευσις δὲν ἔχῃ παραστῇ ἡ ἀπαρτία, ἡ δευτέρα θέλει γίνει τὴν 6ην Μαΐου ἡμέραν Δευτέραν. Ἐν Ἀθήναις τῇ 13ῃ Ἀπριλίου 1913. <box>593 1514 819 1821</box>
school-owner: Κ. Γ. ΠΑΠΑΔΙΑΚΑ <box>161 1480 287 1498</box>
school-title2: ΦΡΟΝΤΙΣΤΗΡΙΟΝ <box>133 1454 315 1480</box>
novel-title: „ΑΓΓΕΛΟΙ ΦΥΛΑΚΕΣ“ <box>963 1746 1426 1798</box>
poem-line: Μὴν κλαῖτε τοὺς συντρόφους. <box>386 609 515 642</box>
poem-line: Καὶ τὰ ξερὰ ἡμερώθηκαν <box>386 343 575 359</box>
tsourekia-title: ΤΣΟΥΡΕΚΙΑ <box>364 1650 584 1682</box>
news-subhead: ΠΕΡΙΕΡΓΟΝ ΑΡΘΡΟΝ ΤΟΥΡΚ. ΕΦΗΜΕΡΙΔΟΣ <box>828 181 1300 207</box>
column-rule <box>358 92 360 1872</box>
